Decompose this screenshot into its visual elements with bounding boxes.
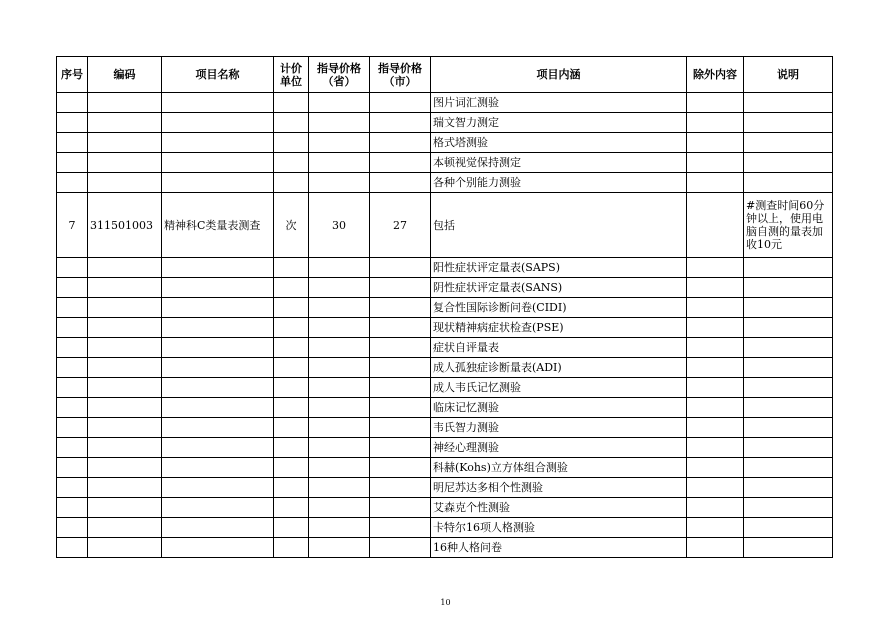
item-price-city: 27 [370,193,431,258]
table-row [57,478,833,498]
header-price-city [370,57,431,93]
table-row [57,113,833,133]
header-price-prov [309,57,370,93]
content-cell: 神经心理测验 [431,438,687,458]
header-unit-line2: 单位 [280,74,302,88]
content-cell: 成人孤独症诊断量表(ADI) [431,358,687,378]
content-cell: 明尼苏达多相个性测验 [431,478,687,498]
table-row [57,278,833,298]
item-price-prov: 30 [309,193,370,258]
table-row [57,458,833,478]
content-cell: 成人韦氏记忆测验 [431,378,687,398]
table-row [57,358,833,378]
table-row [57,518,833,538]
table-row [57,378,833,398]
content-cell: 瑞文智力测定 [431,113,687,133]
table-row [57,133,833,153]
header-price-city-line2: （市） [383,74,417,88]
content-cell: 格式塔测验 [431,133,687,153]
table-row [57,173,833,193]
content-cell: 复合性国际诊断问卷(CIDI) [431,298,687,318]
content-cell: 图片词汇测验 [431,93,687,113]
table-row [57,498,833,518]
table-row [57,538,833,558]
table-row [57,418,833,438]
header-unit-line1: 计价 [280,61,302,75]
main-item-row [57,193,833,258]
content-cell: 艾森克个性测验 [431,498,687,518]
header-row [57,57,833,93]
table-row [57,438,833,458]
content-cell: 现状精神病症状检查(PSE) [431,318,687,338]
item-notes: #测查时间60分钟以上，使用电脑自测的量表加收10元 [744,193,833,258]
table-row [57,258,833,278]
item-unit: 次 [274,193,309,258]
content-cell: 16种人格问卷 [431,538,687,558]
header-price-prov-line1: 指导价格 [317,61,361,75]
table-row [57,338,833,358]
content-cell: 症状自评量表 [431,338,687,358]
page-number: 10 [440,598,451,607]
header-price-city-line1: 指导价格 [378,61,422,75]
header-name: 项目名称 [162,57,274,93]
header-exclusions: 除外内容 [687,57,744,93]
item-content: 包括 [431,193,687,258]
item-code: 311501003 [88,193,162,258]
content-cell: 本顿视觉保持测定 [431,153,687,173]
header-notes: 说明 [744,57,833,93]
table-row [57,298,833,318]
header-seq: 序号 [57,57,88,93]
item-name: 精神科C类量表测查 [162,193,274,258]
content-cell: 科赫(Kohs)立方体组合测验 [431,458,687,478]
header-unit [274,57,309,93]
table-row [57,398,833,418]
header-content: 项目内涵 [431,57,687,93]
item-seq: 7 [57,193,88,258]
content-cell: 阴性症状评定量表(SANS) [431,278,687,298]
content-cell: 阳性症状评定量表(SAPS) [431,258,687,278]
table-row [57,318,833,338]
content-cell: 卡特尔16项人格测验 [431,518,687,538]
content-cell: 各种个别能力测验 [431,173,687,193]
content-cell: 韦氏智力测验 [431,418,687,438]
table-row [57,153,833,173]
item-exclusions [687,193,744,258]
header-code: 编码 [88,57,162,93]
price-table [56,56,833,558]
header-price-prov-line2: （省） [322,74,356,88]
table-row [57,93,833,113]
content-cell: 临床记忆测验 [431,398,687,418]
